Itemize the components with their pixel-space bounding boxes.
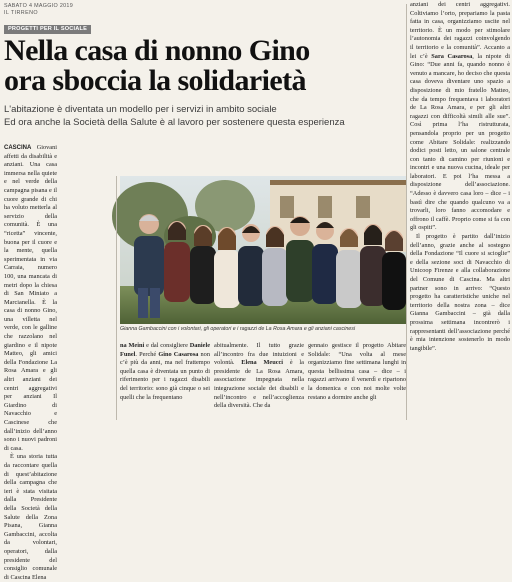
person-name: Sara Casarosa	[431, 52, 473, 60]
article-paragraph: È una storia tutta da raccontare quella di quest’abitazione della campagna che ieri è stata visitata dalla Presidente della Società della Salute della Zona Pisana, Gianna Gambaccini, accolta da volontari, operatori, dalla presidente del consiglio comunale di Cascina Elena	[4, 453, 57, 581]
masthead-date: SABATO 4 MAGGIO 2019	[4, 3, 74, 9]
headline-line-2: ora sboccia la solidarietà	[4, 64, 306, 97]
group-photo-illustration	[120, 176, 406, 324]
article-paragraph: Il progetto è partito dall’inizio dell’anno, grazie anche al sostegno della Fondazione “Il cuore si scioglie” e della sezione soci di Navacchio di Unicoop Firenze e alla collaborazione del Comune di Cascina. Ma altri partner sono in arrivo: “Questo progetto ha caratteristiche uniche nel territorio della nostra zona – dice Gianna Gambaccini – già dalla prossima settimana incontrerò i rappresentanti dell’associazione perché è mia intenzione sostenerlo in modo tangibile”.	[410, 233, 510, 352]
dateline: CASCINA	[4, 145, 32, 151]
article-paragraph	[4, 144, 57, 453]
article-text: è la presidente de La Rosa Amara, associazione impegnata nella integrazione sociale dei disabili e nell’incontro e nell’accoglienza della diversità. Che da	[214, 359, 304, 410]
article-column-bottom-3	[308, 342, 406, 420]
article-paragraph: gennaio gestisce il progetto Abitare Solidale: “Una volta al mese organizziamo fine settimana lunghi in questa bellissima casa – dice – i ragazzi arrivano il venerdì e ripartono la domenica e con noi molte volte restano a dormire anche gli	[308, 342, 406, 401]
photo-caption: Gianna Gambaccini con i volontari, gli operatori e i ragazzi de La Rosa Amara e gli anziani cascinesi	[120, 326, 356, 332]
article-paragraph	[120, 342, 210, 402]
house-window	[280, 196, 294, 218]
pergola-beam	[270, 180, 406, 185]
article-paragraph	[410, 1, 510, 233]
headline	[4, 36, 334, 96]
person-name: Gino Casarosa	[158, 350, 199, 358]
section-kicker: PROGETTI PER IL SOCIALE	[4, 25, 91, 34]
article-text: anziani dei centri aggregativi. Coltiviamo l’orto, prepariamo la pasta fatta in casa, organizziamo uscite nel territorio. È un modo per stimolare l’autonomia dei ragazzi coinvolgendo il territorio e la comunità”. Accanto a lei c’è	[410, 1, 510, 60]
subheadline-line-1: L'abitazione è diventata un modello per i servizi in ambito sociale	[4, 104, 277, 115]
group-photo	[120, 176, 406, 324]
masthead-paper-name: IL TIRRENO	[4, 10, 38, 16]
article-text: Giovani affetti da disabilità e anziani. Una casa immersa nella quiete e nel verde della campagna pisana e il cuore grande di chi ha voluto metterla al servizio della comunità. È una “ricetta” vincente, buona per il cuore e la mente, quella sperimentata in via Carraia, numero 100, una mancata di metri dopo la chiesa di San Miniato a Marcianella. È la casa di nonno Gino, una villetta nel verde, con le galline che razzolano nel giardino e il nipote Matteo, gli amici della Fondazione La Rosa Amara e gli altri anziani dei centri aggregativi per anziani Il Giardino di Navacchio e Cascinese che dall’inizio dell’anno sono i nuovi padroni di casa.	[4, 144, 57, 452]
subheadline-line-2: Ed ora anche la Società della Salute è al lavoro per sostenere questa esperienza	[4, 117, 345, 128]
house-window	[318, 196, 332, 218]
article-text: . Perché	[135, 350, 159, 358]
person-name: Elena Meucci	[241, 359, 284, 367]
article-text: abitualmente. Il tutto grazie all’incontro fra due intuizioni e volontà.	[214, 342, 304, 367]
article-paragraph	[214, 342, 304, 411]
article-text: , la nipote di Gino: “Due anni fa, quando nonno è venuto a mancare, ho deciso che questa casa doveva diventare uno spazio a disposizione di mio fratello Matteo, che da tempo frequentava i laboratori de La Rosa Amara, e per gli altri ragazzi con difficoltà simili alle sue”. Così prima l’ha ristrutturata, pensandola proprio per un progetto come Abitare Solidale: realizzando dodici posti letto, un salone centrale con tanto di camino per riunioni e incontri e una nuova cucina, ideale per laboratori. E poi l’ha messa a disposizione dell’associazione. “Adesso è davvero casa loro – dice – i bastì dire che quando qualcuno va a trovarli, loro fanno accomodare e offrono il caffè. Proprio come si fa con gli ospiti”.	[410, 52, 510, 232]
article-column-bottom-1	[120, 342, 210, 420]
column-rule	[406, 4, 407, 420]
article-column-left	[4, 144, 57, 581]
masthead	[4, 3, 304, 17]
house-window	[356, 196, 370, 218]
article-column-right	[410, 1, 510, 419]
article-text: e dal consigliere	[144, 342, 190, 349]
subheadline	[4, 103, 344, 129]
person-name: na Meini	[120, 342, 145, 349]
person-name: Daniele Funel	[120, 342, 210, 358]
article-column-bottom-2	[214, 342, 304, 420]
article-text: non c’è più da anni, ma nel frattempo quella casa è diventata un punto di riferimento per i ragazzi disabili del territorio: sono già cinque o sei quelli che la frequentano	[120, 350, 210, 401]
column-rule	[116, 176, 117, 420]
person	[382, 230, 406, 310]
headline-line-1: Nella casa di nonno Gino	[4, 34, 310, 67]
